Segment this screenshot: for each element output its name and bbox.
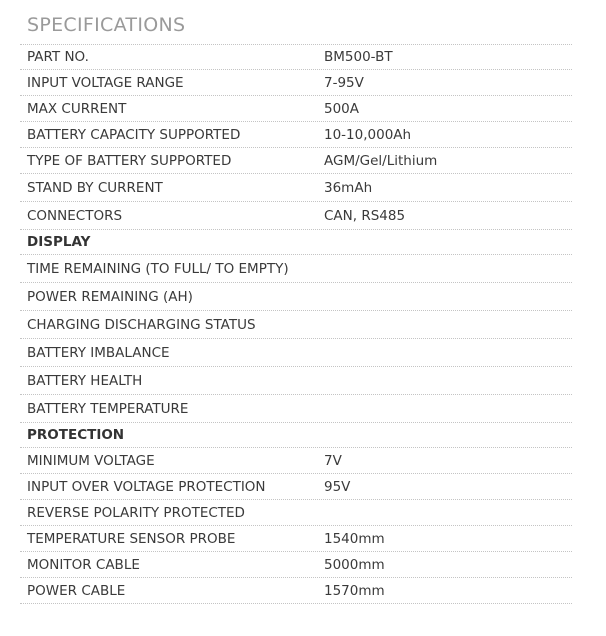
spec-label: TIME REMAINING (TO FULL/ TO EMPTY) — [27, 260, 289, 277]
spec-row-connectors — [20, 202, 572, 230]
spec-value: CAN, RS485 — [324, 207, 406, 224]
spec-value: 7V — [324, 452, 342, 469]
spec-label: MINIMUM VOLTAGE — [27, 452, 155, 469]
spec-row-monitor-cable — [20, 552, 572, 578]
spec-label: MAX CURRENT — [27, 100, 127, 117]
spec-value: AGM/Gel/Lithium — [324, 152, 438, 169]
spec-value: 10-10,000Ah — [324, 126, 412, 143]
spec-row-minimum-voltage — [20, 448, 572, 474]
spec-row-charging-status — [20, 311, 572, 339]
spec-label: PART NO. — [27, 49, 89, 65]
spec-row-power-cable — [20, 578, 572, 604]
spec-label: BATTERY IMBALANCE — [27, 344, 170, 361]
spec-row-temperature-sensor-probe — [20, 526, 572, 552]
spec-label: POWER CABLE — [27, 582, 126, 599]
spec-label: STAND BY CURRENT — [27, 179, 163, 196]
spec-value: 1540mm — [324, 530, 385, 547]
spec-value: BM500-BT — [324, 49, 393, 65]
spec-row-battery-temperature — [20, 395, 572, 423]
spec-label: BATTERY HEALTH — [27, 372, 143, 389]
spec-row-battery-imbalance — [20, 339, 572, 367]
spec-label: BATTERY TEMPERATURE — [27, 400, 189, 417]
section-label: DISPLAY — [27, 234, 91, 250]
spec-label: TYPE OF BATTERY SUPPORTED — [27, 152, 232, 169]
spec-label: BATTERY CAPACITY SUPPORTED — [27, 126, 241, 143]
spec-row-input-voltage-range — [20, 70, 572, 96]
spec-row-battery-type — [20, 148, 572, 174]
spec-value: 500A — [324, 100, 360, 117]
spec-value: 7-95V — [324, 74, 364, 91]
spec-value: 1570mm — [324, 582, 385, 599]
spec-row-reverse-polarity — [20, 500, 572, 526]
spec-row-stand-by-current — [20, 174, 572, 202]
specifications-table — [20, 44, 572, 604]
section-heading-display — [20, 230, 572, 255]
spec-label: REVERSE POLARITY PROTECTED — [27, 504, 245, 521]
spec-row-battery-health — [20, 367, 572, 395]
spec-row-time-remaining — [20, 255, 572, 283]
spec-row-power-remaining — [20, 283, 572, 311]
spec-label: TEMPERATURE SENSOR PROBE — [27, 530, 236, 547]
page-title: SPECIFICATIONS — [27, 14, 186, 36]
spec-label: INPUT VOLTAGE RANGE — [27, 74, 184, 91]
spec-label: POWER REMAINING (AH) — [27, 288, 193, 305]
spec-value: 95V — [324, 478, 351, 495]
spec-label: CHARGING DISCHARGING STATUS — [27, 316, 256, 333]
spec-row-part-no — [20, 44, 572, 70]
spec-label: CONNECTORS — [27, 207, 123, 224]
spec-row-input-over-voltage — [20, 474, 572, 500]
section-label: PROTECTION — [27, 427, 125, 443]
spec-row-battery-capacity — [20, 122, 572, 148]
spec-label: INPUT OVER VOLTAGE PROTECTION — [27, 478, 266, 495]
spec-value: 5000mm — [324, 556, 385, 573]
spec-label: MONITOR CABLE — [27, 556, 140, 573]
spec-value: 36mAh — [324, 179, 373, 196]
section-heading-protection — [20, 423, 572, 448]
spec-row-max-current — [20, 96, 572, 122]
